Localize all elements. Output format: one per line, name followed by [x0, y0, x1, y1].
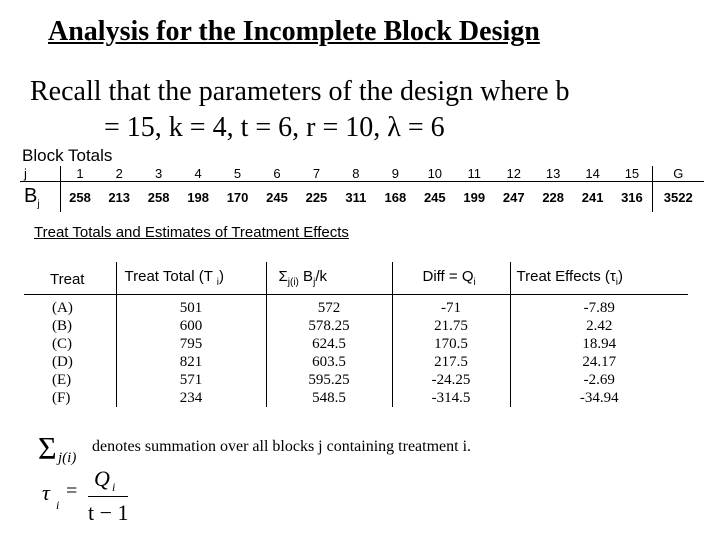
- treatment-row: [24, 353, 688, 371]
- header-block-sum: $\Sigma_{j(i)}$ $B_j/k$: [266, 262, 392, 295]
- treatment-table: [24, 262, 688, 407]
- treat-section-title: Treat Totals and Estimates of Treatment Effects: [34, 224, 349, 241]
- sigma-symbol: Σ: [38, 430, 57, 466]
- block-sum-cell: 595.25: [266, 371, 392, 389]
- diff-cell: -24.25: [392, 371, 510, 389]
- treat-effect-cell: -34.94: [579, 389, 619, 406]
- treatment-row: [24, 295, 688, 318]
- block-total-cell: 247: [502, 189, 525, 205]
- sigma-subscript: j(i): [58, 450, 77, 466]
- diff-cell: -71: [392, 295, 510, 318]
- diff-cell: 217.5: [392, 353, 510, 371]
- block-index-label: j: [20, 166, 60, 182]
- treat-name-cell: (A): [24, 295, 116, 318]
- header-treat: Treat: [24, 262, 116, 295]
- block-total-label-sub: j: [37, 198, 40, 210]
- block-total-cell: 228: [542, 189, 565, 205]
- treatment-row: [24, 317, 688, 335]
- formula-lhs: τ: [42, 480, 50, 505]
- page-title: Analysis for the Incomplete Block Design: [48, 16, 540, 47]
- block-total-cell: 225: [305, 189, 328, 205]
- diff-cell: 21.75: [392, 317, 510, 335]
- treatment-row: [24, 335, 688, 353]
- block-total-cell: 3522: [652, 182, 704, 213]
- treat-name-cell: (F): [24, 389, 116, 407]
- block-index-cell: 9: [376, 166, 415, 182]
- block-total-label: $B_j$: [20, 182, 60, 213]
- treat-total-cell: 234: [116, 389, 266, 407]
- diff-cell: -314.5: [392, 389, 510, 407]
- block-index-row: [20, 166, 704, 182]
- block-total-cell: 258: [147, 189, 170, 205]
- treat-effect-cell: 24.17: [582, 353, 617, 370]
- fraction-bar: [88, 496, 128, 497]
- formula-numerator: Q: [94, 466, 110, 491]
- block-sum-cell: 578.25: [266, 317, 392, 335]
- block-sum-cell: 624.5: [266, 335, 392, 353]
- block-index-cell: 8: [336, 166, 375, 182]
- block-index-cell: 2: [99, 166, 138, 182]
- block-total-cell: 258: [69, 189, 91, 205]
- block-total-cell: 245: [423, 189, 446, 205]
- treatment-row: [24, 371, 688, 389]
- block-total-cell: 199: [463, 189, 486, 205]
- formula-denominator: t − 1: [88, 500, 129, 525]
- treat-name-cell: (B): [24, 317, 116, 335]
- treat-total-cell: 821: [116, 353, 266, 371]
- diff-cell: 170.5: [392, 335, 510, 353]
- block-total-cell: 245: [266, 189, 288, 205]
- treat-effect-cell: -2.69: [583, 371, 615, 388]
- block-index-cell: 11: [455, 166, 494, 182]
- treat-name-cell: (E): [24, 371, 116, 389]
- block-index-cell: G: [652, 166, 704, 182]
- treat-total-cell: 795: [116, 335, 266, 353]
- sigma-note-text: [92, 438, 471, 456]
- treat-total-cell: 571: [116, 371, 266, 389]
- treat-total-cell: 501: [116, 295, 266, 318]
- block-totals-title: Block Totals: [22, 146, 113, 165]
- treat-total-cell: 600: [116, 317, 266, 335]
- formula-numerator-sub: i: [112, 480, 116, 494]
- treat-effect-cell: 18.94: [582, 335, 617, 352]
- block-total-cell: 170: [226, 189, 249, 205]
- block-index-cell: 1: [60, 166, 99, 182]
- treat-name-cell: (D): [24, 353, 116, 371]
- recall-text: [30, 74, 570, 146]
- block-index-cell: 4: [178, 166, 217, 182]
- block-index-cell: 5: [218, 166, 257, 182]
- block-total-cell: 168: [384, 189, 407, 205]
- block-index-cell: 14: [573, 166, 612, 182]
- block-total-cell: 316: [621, 189, 643, 205]
- header-treat-total: Treat Total (T $_i$): [116, 262, 266, 295]
- recall-line-2: = 15, k = 4, t = 6, r = 10, λ = 6: [104, 112, 445, 143]
- treat-effect-cell: -7.89: [583, 299, 615, 316]
- block-index-cell: 13: [533, 166, 572, 182]
- treatment-header-row: [24, 262, 688, 295]
- recall-line-1: Recall that the parameters of the design where b: [30, 76, 570, 107]
- block-total-cell: 311: [345, 189, 367, 205]
- block-total-cell: 213: [108, 189, 131, 205]
- block-total-cell: 241: [581, 189, 604, 205]
- block-index-cell: 15: [612, 166, 652, 182]
- block-totals-table: [20, 166, 704, 212]
- formula-equals: =: [66, 480, 78, 502]
- treatment-row: [24, 389, 688, 407]
- header-treat-effects: Treat Effects $(\tau_i)$: [510, 262, 688, 295]
- block-index-cell: 3: [139, 166, 178, 182]
- block-sum-cell: 572: [266, 295, 392, 318]
- block-sum-cell: 603.5: [266, 353, 392, 371]
- block-index-cell: 10: [415, 166, 454, 182]
- header-diff: Diff = $Q_i$: [392, 262, 510, 295]
- block-index-cell: 7: [297, 166, 336, 182]
- block-total-cell: 198: [187, 189, 209, 205]
- sigma-note-sentence: denotes summation over all blocks j containing treatment i.: [92, 438, 472, 455]
- block-index-cell: 6: [257, 166, 296, 182]
- treat-effect-cell: 2.42: [586, 317, 613, 334]
- block-sum-cell: 548.5: [266, 389, 392, 407]
- formula-lhs-sub: i: [56, 498, 60, 512]
- treat-name-cell: (C): [24, 335, 116, 353]
- block-total-row: [20, 182, 704, 213]
- block-index-cell: 12: [494, 166, 533, 182]
